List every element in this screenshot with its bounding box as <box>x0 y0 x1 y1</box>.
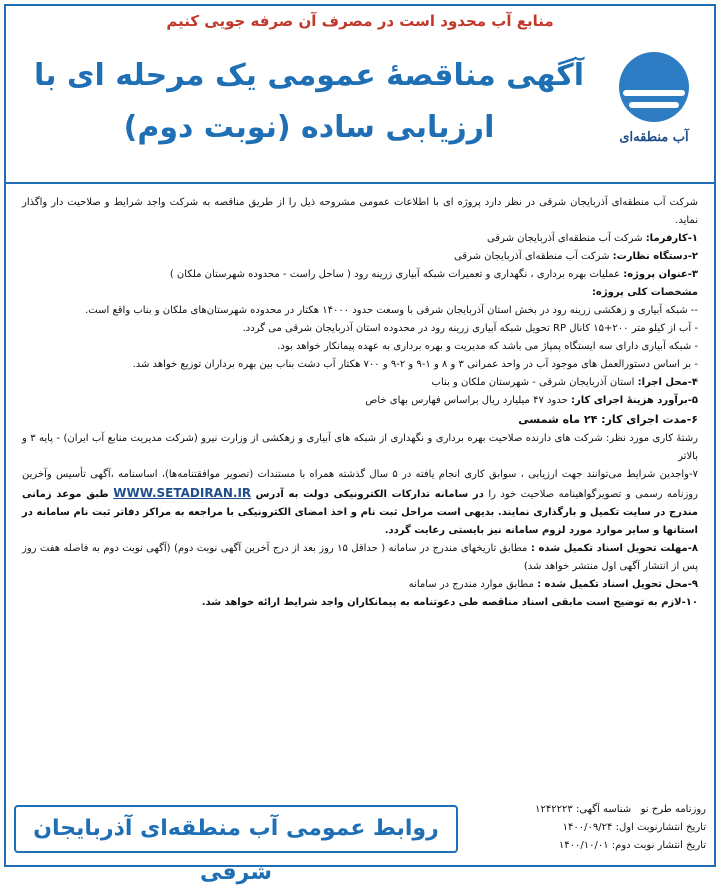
item-qualification: ۷-واجدین شرایط می‌توانند جهت ارزیابی ، سوابق کاری انجام یافته در ۵ سال گذشته همراه با مستندات (تصویر موافقتنامه‌ها)، اساسنامه ،آگهی تأسیس وآخرین روزنامه رسمی و تصویرگواهینامه صلاحیت خود را در سامانه تدارکات الکترونیکی دولت به آدرس WWW.SETADIRAN.IR طبق موعد زمانی مندرج در سایت تکمیل و بارگذاری نمایند. بدیهی است مراحل ثبت نام و اخذ امضای الکترونیکی با مراجعه به مراکز دفاتر ثبت نام سامانه در استانها و سایر موارد مورد لزوم سامانه نیز بایستی رعایت گردد. <box>22 469 698 536</box>
spec-3: - شبکه آبیاری دارای سه ایستگاه پمپاژ می باشد که مدیریت و بهره برداری به عهده پیمانکار خواهد بود. <box>277 341 698 352</box>
item-note: ۱۰-لازم به توضیح است مابقی اسناد مناقصه طی دعوتنامه به پیمانکاران واجد شرایط ارائه خواهد شد. <box>201 597 698 608</box>
water-logo-icon <box>619 52 689 122</box>
intro-text: شرکت آب منطقه‌ای آذربایجان شرقی در نظر دارد پروژه ای با اطلاعات عمومی مشروحه ذیل را از طریق مناقصه به شرکت واجد شرایط و صلاحیت دار واگذار نماید. <box>22 197 698 226</box>
notice-page <box>4 4 716 885</box>
logo-text: آب منطقه‌ای <box>619 130 689 145</box>
slogan: منابع آب محدود است در مصرف آن صرفه جویی کنیم <box>166 12 554 30</box>
setadiran-link[interactable]: WWW.SETADIRAN.IR <box>113 486 252 500</box>
specs-title: مشخصات کلی پروژه: <box>591 287 698 298</box>
spec-1: -- شبکه آبیاری و زهکشی زرینه رود در بخش استان آذربایجان شرقی با وسعت حدود ۱۴۰۰۰ هکتار در محدوده شهرستان‌های ملکان و بناب واقع است. <box>85 305 698 316</box>
item-duration: ۶-مدت اجرای کار: ۲۴ ماه شمسی <box>518 413 698 426</box>
publication-info <box>476 801 706 855</box>
newspaper-line: روزنامه طرح نو شناسه آگهی: ۱۲۴۲۲۲۳ <box>535 804 706 815</box>
page-title <box>24 50 594 154</box>
item-rank: رشتهٔ کاری مورد نظر: شرکت های دارنده صلاحیت بهره برداری و نگهداری از شبکه های آبیاری و زهکشی از وزارت نیرو (شرکت مدیریت منابع آب ایران) - پایه ۳ و بالاتر <box>22 433 698 462</box>
item-cost: ۵-برآورد هزینهٔ اجرای کار: حدود ۴۷ میلیارد ریال براساس فهارس بهای خاص <box>365 395 698 406</box>
notice-body <box>6 184 714 612</box>
spec-4: - بر اساس دستورالعمل های موجود آب در واحد عمرانی ۳ و ۸ و ۱-۹ و ۲-۹ و ۷۰۰ هکتار آب دشت بناب بین بهره برداران توزیع خواهد شد. <box>132 359 698 370</box>
item-employer: ۱-کارفرما: شرکت آب منطقه‌ای آذربایجان شرقی <box>486 233 698 244</box>
second-publish-date: تاریخ انتشار نوبت دوم: ۱۴۰۰/۱۰/۰۱ <box>558 840 706 851</box>
spec-2: - آب از کیلو متر ۲۰۰+۱۵ کانال RP تحویل شبکه آبیاری زرینه رود در محدوده استان آذربایجان شرقی می گردد. <box>242 323 698 334</box>
public-relations-box: روابط عمومی آب منطقه‌ای آذربایجان شرقی <box>14 805 458 853</box>
footer <box>14 799 706 885</box>
first-publish-date: تاریخ انتشارنوبت اول: ۱۴۰۰/۰۹/۲۴ <box>562 822 706 833</box>
title-line-1: آگهی مناقصهٔ عمومی یک مرحله ای با <box>34 58 584 93</box>
item-location: ۴-محل اجرا: استان آذربایجان شرقی - شهرستان ملکان و بناب <box>431 377 698 388</box>
logo <box>612 52 696 172</box>
item-delivery: ۹-محل تحویل اسناد تکمیل شده : مطابق موارد مندرج در سامانه <box>408 579 698 590</box>
title-line-2: ارزیابی ساده (نوبت دوم) <box>123 110 495 145</box>
header <box>6 6 714 184</box>
item-supervisor: ۲-دستگاه نظارت: شرکت آب منطقه‌ای آذربایجان شرقی <box>453 251 698 262</box>
item-deadline: ۸-مهلت تحویل اسناد تکمیل شده : مطابق تاریخهای مندرج در سامانه ( حداقل ۱۵ روز بعد از درج آخرین آگهی نوبت دوم) (آگهی نوبت دوم به فاصله هفت روز پس از انتشار آگهی اول منتشر خواهد شد) <box>22 543 698 572</box>
item-project-title: ۳-عنوان پروژه: عملیات بهره برداری ، نگهداری و تعمیرات شبکه آبیاری زرینه رود ( ساحل راست - محدوده شهرستان ملکان ) <box>169 269 698 280</box>
